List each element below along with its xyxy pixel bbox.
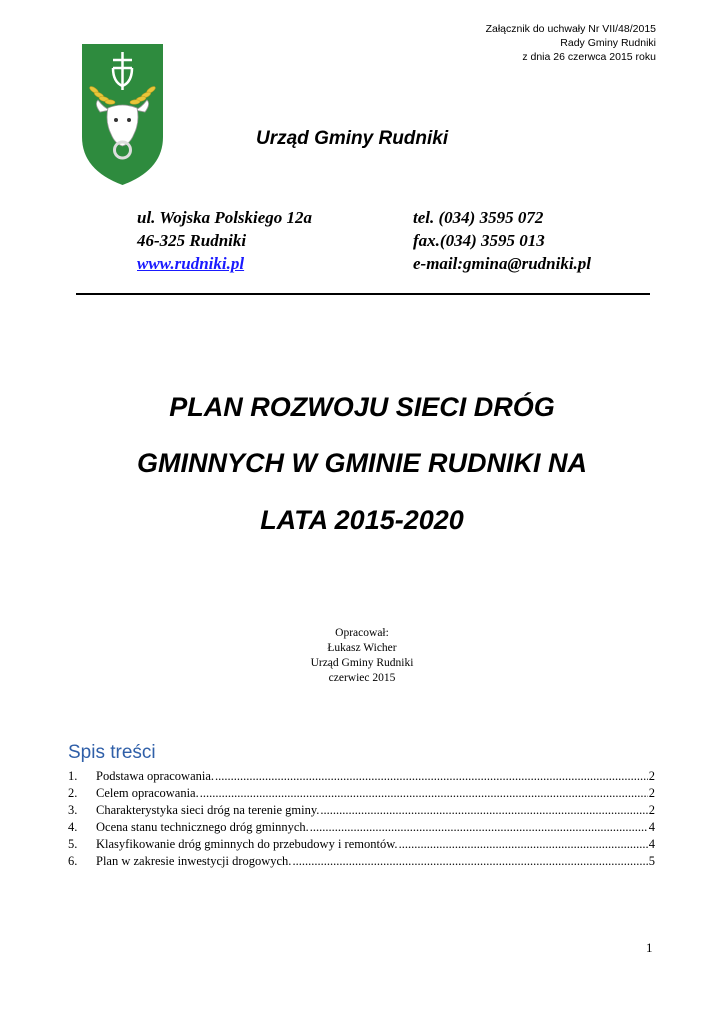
author-institution: Urząd Gminy Rudniki [310, 657, 414, 669]
coat-of-arms-icon [80, 42, 165, 187]
toc-item-number: 4. [68, 820, 78, 834]
toc-item-title: Celem opracowania. [96, 786, 199, 800]
author-name: Łukasz Wicher [327, 642, 397, 654]
annex-line-1: Załącznik do uchwały Nr VII/48/2015 [485, 23, 656, 35]
fax-number: fax.(034) 3595 013 [413, 231, 545, 250]
document-title-line-1: PLAN ROZWOJU SIECI DRÓG [169, 392, 555, 422]
email-address: e-mail:gmina@rudniki.pl [413, 254, 592, 273]
toc-item-page: 4 [648, 820, 655, 834]
annex-line-2: Rady Gminy Rudniki [560, 37, 656, 49]
toc-item-number: 5. [68, 837, 78, 851]
toc-item-page: 5 [648, 854, 655, 868]
toc-item-title: Ocena stanu technicznego dróg gminnych. [96, 820, 309, 834]
toc-item-page: 2 [648, 803, 655, 817]
toc-item-page: 2 [648, 786, 655, 800]
toc-leader-dots [310, 819, 648, 836]
page-number: 1 [646, 940, 653, 955]
toc-item-page: 2 [648, 769, 655, 783]
toc-leader-dots [292, 853, 647, 870]
toc-leader-dots [320, 802, 647, 819]
toc-item-title: Podstawa opracowania. [96, 769, 215, 783]
toc-leader-dots [215, 768, 648, 785]
toc-item[interactable] [68, 853, 655, 870]
annex-note [336, 22, 656, 64]
document-title-line-2: GMINNYCH W GMINIE RUDNIKI NA [137, 448, 587, 478]
toc-item-title: Charakterystyka sieci dróg na terenie gminy. [96, 803, 320, 817]
postal-address: 46-325 Rudniki [137, 231, 247, 250]
prepared-date: czerwiec 2015 [328, 672, 396, 684]
toc-item-number: 1. [68, 769, 78, 783]
header-divider [76, 293, 650, 295]
document-title-line-3: LATA 2015-2020 [260, 505, 464, 535]
toc-item-number: 3. [68, 803, 78, 817]
address-block [137, 206, 312, 275]
toc-item-number: 2. [68, 786, 78, 800]
toc-item[interactable] [68, 785, 655, 802]
toc-item[interactable] [68, 819, 655, 836]
street-address: ul. Wojska Polskiego 12a [137, 208, 313, 227]
toc-leader-dots [399, 836, 648, 853]
website-link[interactable]: www.rudniki.pl [137, 254, 245, 273]
toc-item[interactable] [68, 802, 655, 819]
phone-number: tel. (034) 3595 072 [413, 208, 544, 227]
table-of-contents [68, 768, 655, 870]
toc-heading: Spis treści [68, 742, 156, 763]
toc-leader-dots [200, 785, 648, 802]
toc-item-number: 6. [68, 854, 78, 868]
annex-line-3: z dnia 26 czerwca 2015 roku [522, 51, 656, 63]
toc-item-title: Klasyfikowanie dróg gminnych do przebudowy i remontów. [96, 837, 398, 851]
office-name: Urząd Gminy Rudniki [256, 128, 449, 149]
prepared-by-label: Opracował: [335, 627, 389, 639]
toc-item-page: 4 [648, 837, 655, 851]
contact-block [413, 206, 591, 275]
toc-item-title: Plan w zakresie inwestycji drogowych. [96, 854, 292, 868]
toc-item[interactable] [68, 768, 655, 785]
toc-item[interactable] [68, 836, 655, 853]
credits-block [0, 626, 724, 686]
